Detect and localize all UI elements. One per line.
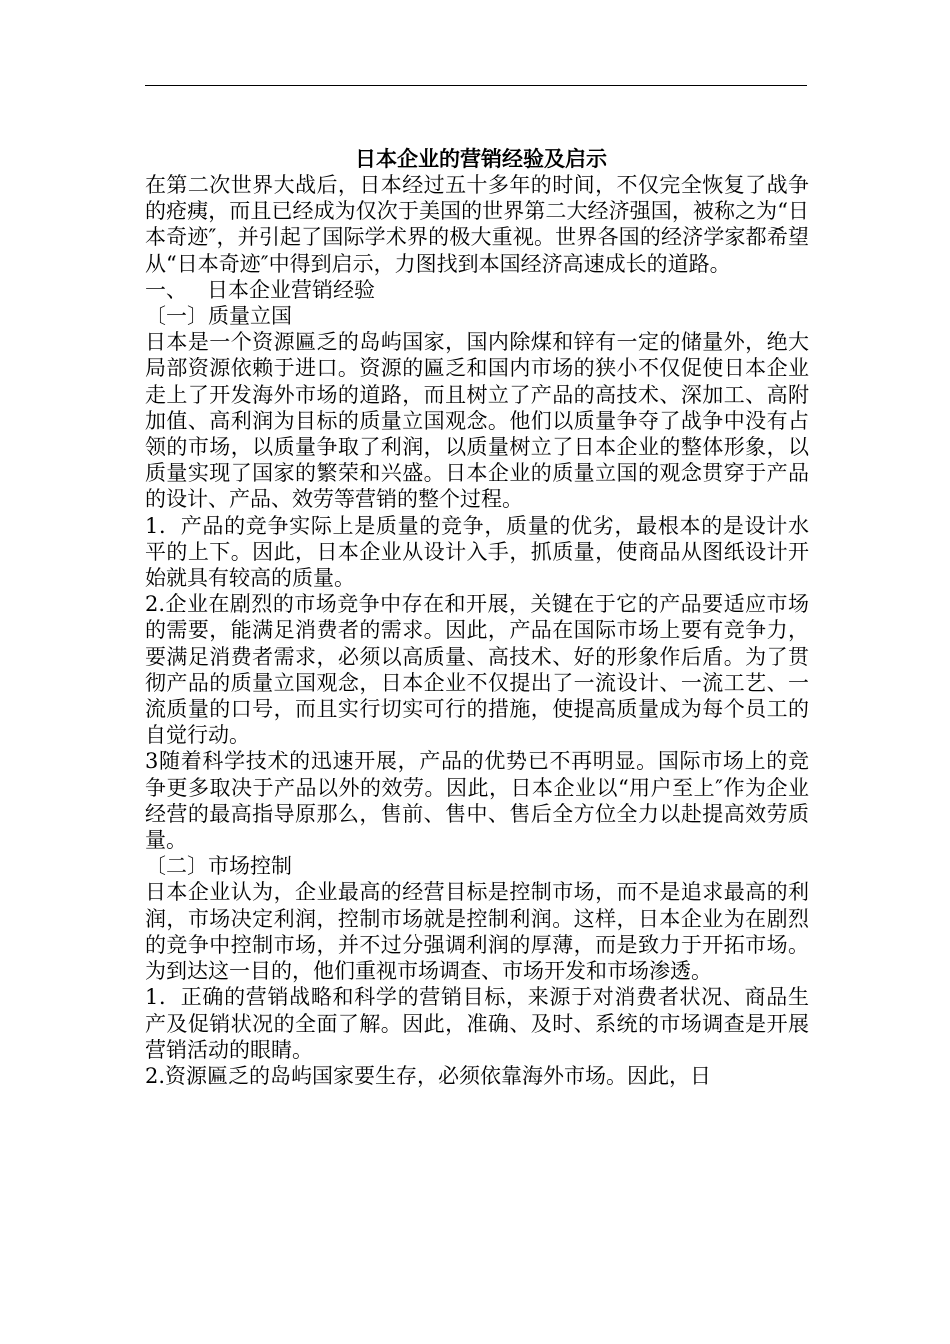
document-title: 日本企业的营销经验及启示	[355, 147, 607, 171]
market-paragraph: 日本企业认为，企业最高的经营目标是控制市场，而不是追求最高的利润，市场决定利润，控制市场就是控制利润。这样，日本企业为在剧烈的竞争中控制市场，并不过分强调利润的厚薄，而是致力于开拓市场。为到达这一目的，他们重视市场调查、市场开发和市场渗透。	[145, 880, 809, 984]
quality-paragraph: 日本是一个资源匾乏的岛屿国家，国内除煤和锌有一定的储量外，绝大局部资源依赖于进口。资源的匾乏和国内市场的狭小不仅促使日本企业走上了开发海外市场的道路，而且树立了产品的高技术、深加工、高附加值、高利润为目标的质量立国观念。他们以质量争夺了战争中没有占领的市场，以质量争取了利润，以质量树立了日本企业的整体形象，以质量实现了国家的繁荣和兴盛。日本企业的质量立国的观念贯穿于产品的设计、产品、效劳等营销的整个过程。	[145, 330, 809, 512]
market-item-1: 1．正确的营销战略和科学的营销目标，来源于对消费者状况、商品生产及促销状况的全面了解。因此，准确、及时、系统的市场调查是开展营销活动的眼睛。	[145, 985, 809, 1062]
quality-item-2: 2.企业在剧烈的市场竞争中存在和开展，关键在于它的产品要适应市场的需要，能满足消费者的需求。因此，产品在国际市场上要有竞争力，要满足消费者需求，必须以高质量、高技术、好的形象作后盾。为了贯彻产品的质量立国观念，日本企业不仅提出了一流设计、一流工艺、一流质量的口号，而且实行切实可行的措施，使提高质量成为每个员工的自觉行动。	[145, 592, 809, 748]
quality-item-1: 1．产品的竞争实际上是质量的竞争，质量的优劣，最根本的是设计水平的上下。因此，日本企业从设计入手，抓质量，使商品从图纸设计开始就具有较高的质量。	[145, 513, 809, 591]
intro-paragraph: 在第二次世界大战后，日本经过五十多年的时间，不仅完全恢复了战争的疮痍，而且已经成为仅次于美国的世界第二大经济强国，被称之为“日本奇迹″，并引起了国际学术界的极大重视。世界各国的经济学家都希望从“日本奇迹″中得到启示，力图找到本国经济高速成长的道路。	[145, 173, 809, 276]
subsection-heading-market: 〔二〕市场控制	[145, 854, 292, 879]
quality-item-3: 3随着科学技术的迅速开展，产品的优势已不再明显。国际市场上的竞争更多取决于产品以外的效劳。因此，日本企业以“用户至上″作为企业经营的最高指导原那么，售前、售中、售后全方位全力以赴提高效劳质量。	[145, 749, 809, 853]
subsection-heading-quality: 〔一〕质量立国	[145, 304, 292, 329]
header-rule	[145, 85, 807, 86]
document-body	[145, 146, 809, 1089]
market-item-2: 2.资源匾乏的岛屿国家要生存，必须依靠海外市场。因此，日	[145, 1063, 712, 1088]
section-heading-1: 一、 日本企业营销经验	[145, 277, 376, 302]
